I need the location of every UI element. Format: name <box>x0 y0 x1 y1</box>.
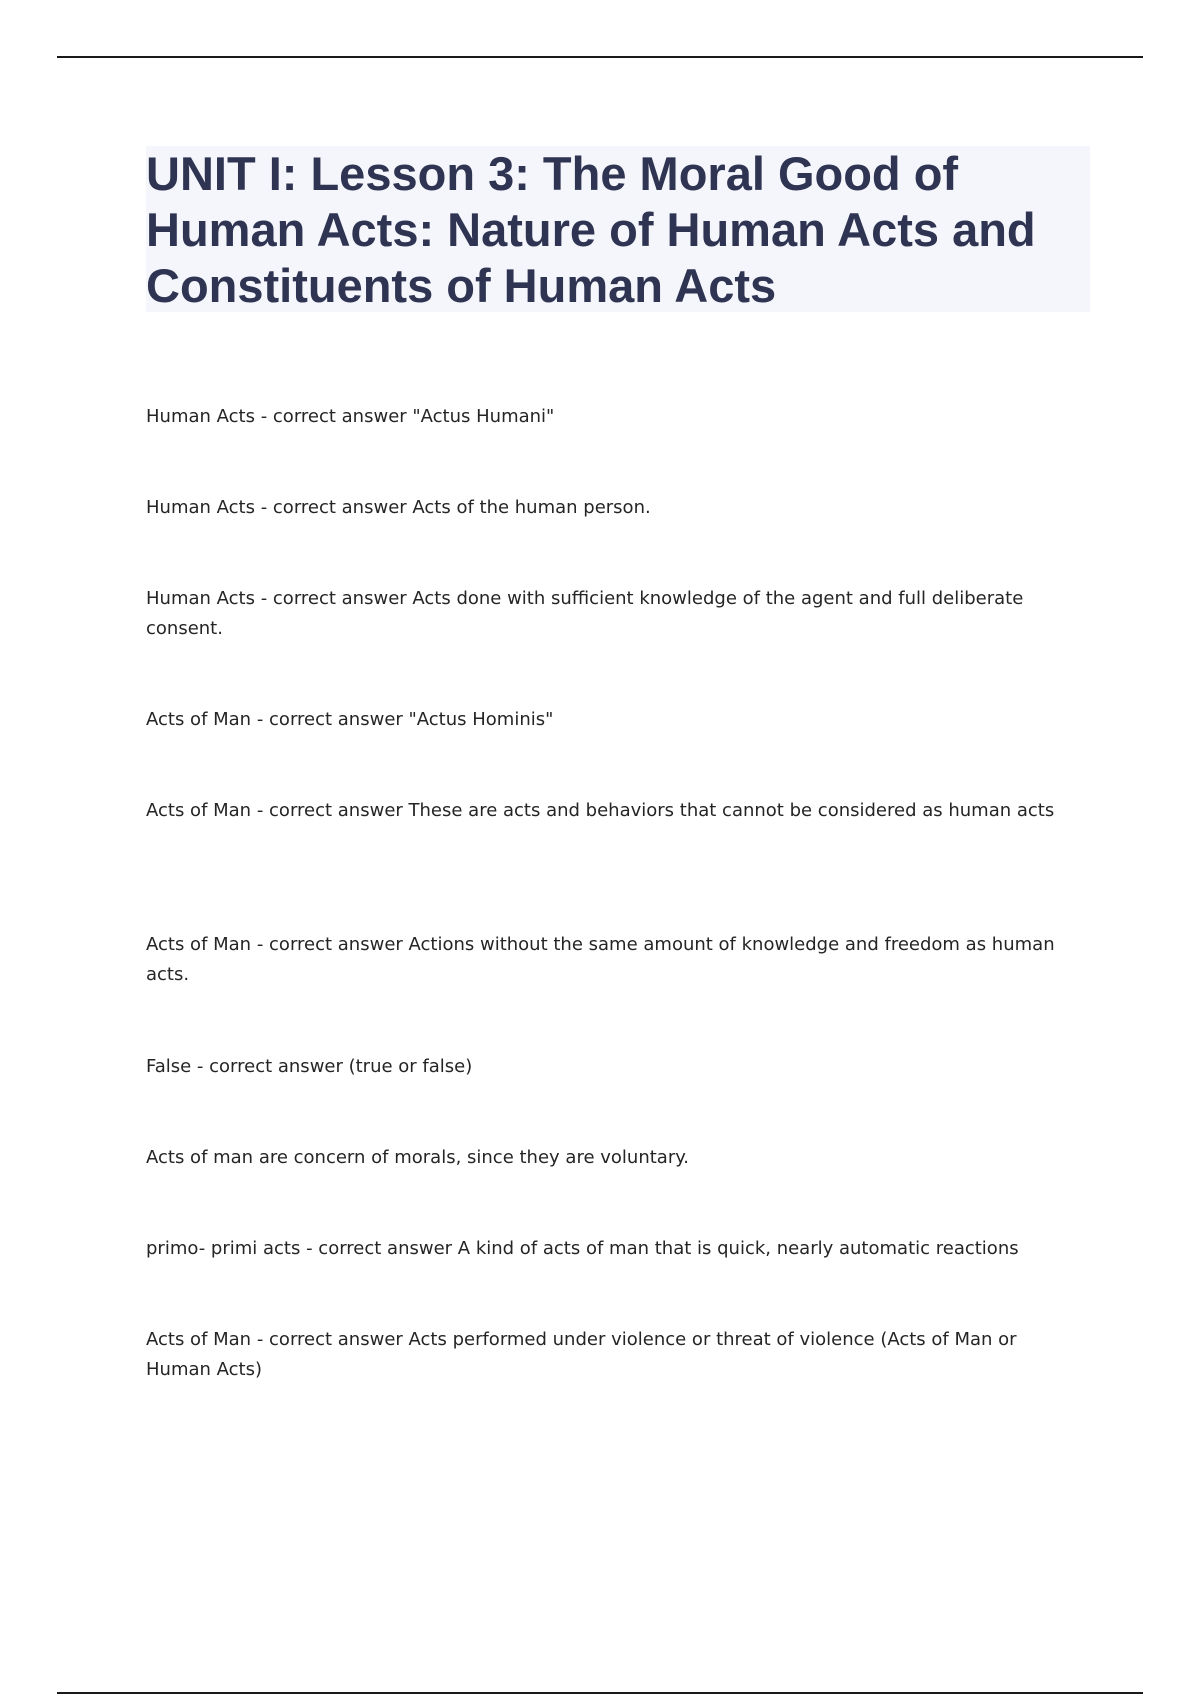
header-rule <box>57 56 1143 58</box>
title-block <box>146 146 1090 312</box>
document-title: UNIT I: Lesson 3: The Moral Good of Human Acts: Nature of Human Acts and Constituents of Human Acts <box>146 147 1036 312</box>
qa-entry: Human Acts - correct answer "Actus Humani" <box>146 406 555 427</box>
qa-entry: Acts of man are concern of morals, since they are voluntary. <box>146 1147 690 1168</box>
qa-entry: Acts of Man - correct answer These are acts and behaviors that cannot be considered as human acts <box>146 800 1055 821</box>
qa-entry: Human Acts - correct answer Acts of the human person. <box>146 497 651 518</box>
qa-entry: Acts of Man - correct answer "Actus Hominis" <box>146 709 554 730</box>
qa-entry: primo- primi acts - correct answer A kind of acts of man that is quick, nearly automatic reactions <box>146 1238 1019 1259</box>
qa-entry: Acts of Man - correct answer Actions without the same amount of knowledge and freedom as human acts. <box>146 934 1055 985</box>
qa-entry: Acts of Man - correct answer Acts performed under violence or threat of violence (Acts of Man or Human Acts) <box>146 1329 1017 1380</box>
qa-entry: False - correct answer (true or false) <box>146 1056 473 1077</box>
qa-entry: Human Acts - correct answer Acts done with sufficient knowledge of the agent and full deliberate consent. <box>146 588 1024 639</box>
footer-rule <box>57 1692 1143 1694</box>
